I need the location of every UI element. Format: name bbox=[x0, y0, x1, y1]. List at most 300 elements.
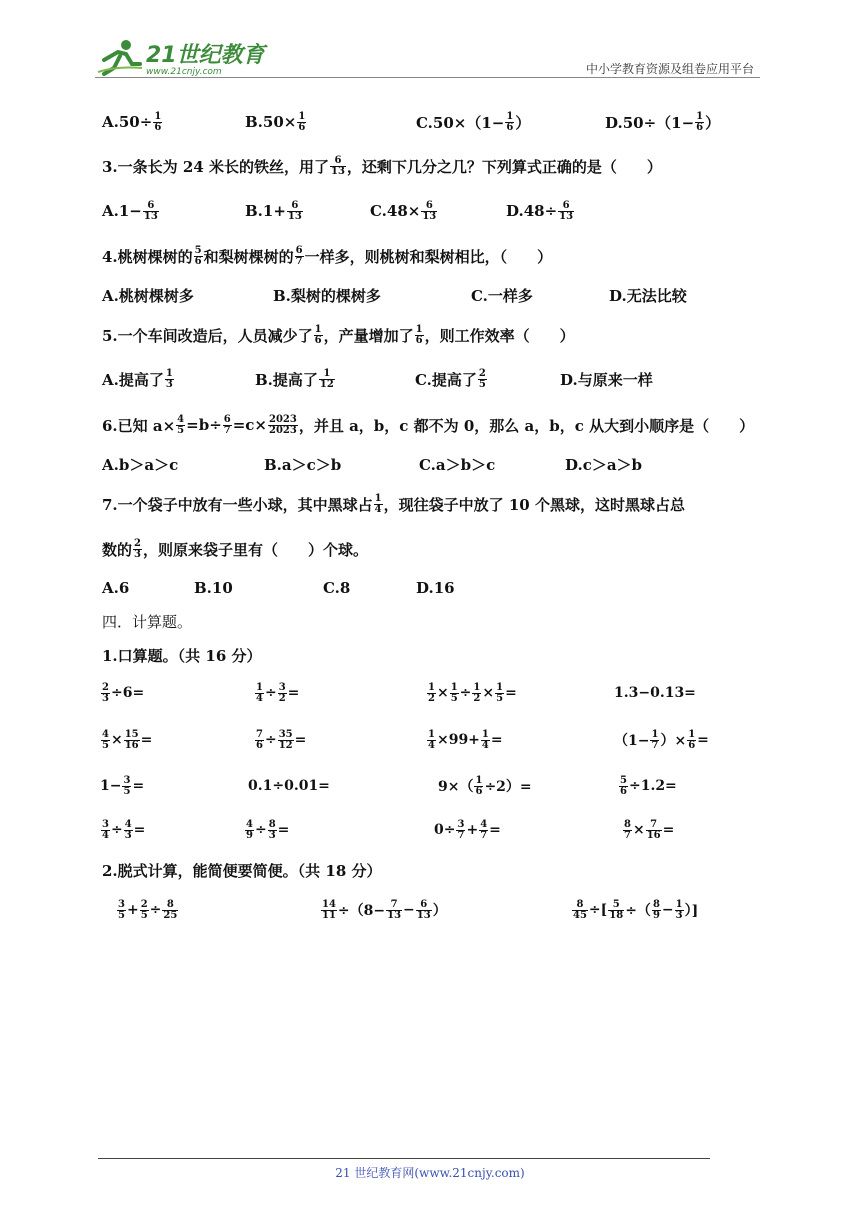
fraction-denominator: 13 bbox=[387, 909, 402, 921]
fraction-denominator: 11 bbox=[322, 909, 336, 921]
fraction-numerator: 6 bbox=[420, 898, 428, 910]
footer-divider bbox=[98, 1158, 710, 1159]
text-run: 9×（ bbox=[438, 779, 474, 795]
fraction-numerator: 6 bbox=[223, 413, 231, 425]
text-run: 和梨树棵树的 bbox=[203, 247, 294, 266]
fraction bbox=[505, 112, 514, 133]
q6-option-a bbox=[102, 446, 178, 482]
fraction bbox=[386, 900, 402, 921]
fraction bbox=[695, 112, 704, 133]
oral-item bbox=[438, 766, 532, 806]
text-run: ÷1.2= bbox=[628, 778, 677, 794]
fraction bbox=[101, 730, 110, 751]
fraction-numerator: 1 bbox=[473, 681, 481, 693]
fraction bbox=[415, 325, 424, 346]
fraction-denominator: 12 bbox=[278, 739, 293, 751]
text-run: D.无法比较 bbox=[609, 286, 687, 305]
text-run: C.a＞b＞c bbox=[419, 455, 496, 474]
fraction bbox=[287, 201, 303, 222]
fraction bbox=[124, 730, 140, 751]
text-run: + bbox=[466, 822, 479, 838]
fraction bbox=[608, 900, 624, 921]
runner-logo-icon bbox=[96, 38, 144, 78]
header-divider bbox=[95, 77, 760, 78]
fraction bbox=[278, 730, 294, 751]
fraction-numerator: 1 bbox=[651, 728, 659, 740]
text-run: 0÷ bbox=[434, 822, 456, 838]
text-run: B.a＞c＞b bbox=[264, 455, 342, 474]
fraction-numerator: 1 bbox=[496, 681, 504, 693]
fraction bbox=[278, 683, 287, 704]
fraction bbox=[652, 900, 661, 921]
fraction-numerator: 14 bbox=[322, 898, 336, 910]
fraction-numerator: 1 bbox=[506, 110, 514, 122]
text-run: ，则工作效率（ ） bbox=[424, 326, 575, 345]
fraction-denominator: 5 bbox=[478, 378, 486, 390]
fraction-numerator: 1 bbox=[323, 367, 331, 379]
fraction-denominator: 4 bbox=[481, 739, 489, 751]
text-run: ，现往袋子中放了 10 个黑球，这时黑球占总 bbox=[383, 495, 685, 514]
text-run: D.16 bbox=[416, 579, 455, 597]
text-run: 1− bbox=[100, 778, 122, 794]
fraction-numerator: 2 bbox=[102, 681, 109, 693]
fraction bbox=[558, 201, 574, 222]
text-run: ÷（8− bbox=[337, 903, 386, 919]
q7-option-c bbox=[323, 570, 350, 606]
fraction bbox=[478, 369, 487, 390]
fraction-denominator: 7 bbox=[295, 255, 303, 267]
text-run: 数的 bbox=[102, 540, 133, 559]
text-run: A.50÷ bbox=[102, 113, 153, 131]
text-run: ÷ bbox=[149, 902, 162, 918]
fraction bbox=[255, 730, 264, 751]
text-run: = bbox=[140, 732, 153, 748]
oral-item bbox=[614, 720, 709, 760]
fraction-denominator: 6 bbox=[696, 121, 704, 133]
text-run: − bbox=[661, 902, 674, 918]
fraction-numerator: 5 bbox=[620, 774, 627, 786]
text-run: B.1+ bbox=[245, 202, 286, 220]
fraction bbox=[479, 820, 488, 841]
fraction-numerator: 1 bbox=[475, 774, 483, 786]
text-run: = bbox=[505, 685, 517, 701]
fraction-denominator: 7 bbox=[651, 739, 659, 751]
fraction-numerator: 1 bbox=[154, 110, 162, 122]
text-run: × bbox=[110, 732, 123, 748]
fraction-numerator: 1 bbox=[415, 323, 423, 335]
footer-text: 21 世纪教育网(www.21cnjy.com) bbox=[335, 1166, 525, 1180]
oral-item bbox=[100, 720, 152, 760]
fraction bbox=[646, 820, 662, 841]
fraction bbox=[162, 900, 178, 921]
fraction bbox=[140, 900, 149, 921]
fraction-numerator: 4 bbox=[177, 413, 185, 425]
fraction-numerator: 5 bbox=[612, 898, 620, 910]
fraction bbox=[456, 820, 465, 841]
fraction-denominator: 9 bbox=[246, 829, 253, 841]
text-run: 1.3−0.13= bbox=[614, 685, 696, 701]
text-run: ）× bbox=[660, 733, 687, 749]
q6-option-d bbox=[565, 446, 642, 482]
fraction bbox=[650, 730, 659, 751]
text-run: × bbox=[482, 685, 495, 701]
text-run: ÷2）= bbox=[484, 779, 532, 795]
text-run: D.c＞a＞b bbox=[565, 455, 643, 474]
text-run: （1− bbox=[614, 733, 650, 749]
text-run: ÷[ bbox=[588, 902, 608, 918]
calc-item bbox=[320, 890, 447, 930]
text-run: ，还剩下几分之几？下列算式正确的是（ ） bbox=[346, 157, 662, 176]
sub-1-title: 1.口算题。（共 16 分） bbox=[102, 647, 262, 665]
fraction-numerator: 1 bbox=[374, 492, 382, 504]
fraction-numerator: 6 bbox=[425, 199, 433, 211]
sub-2-title: 2.脱式计算，能简便要简便。（共 18 分） bbox=[102, 862, 382, 880]
text-run: 5.一个车间改造后，人员减少了 bbox=[102, 326, 313, 345]
fraction-numerator: 2 bbox=[478, 367, 486, 379]
fraction-denominator: 6 bbox=[298, 121, 306, 133]
fraction-numerator: 1 bbox=[450, 681, 458, 693]
question-7-line-1 bbox=[102, 484, 685, 524]
text-run: × bbox=[436, 685, 449, 701]
fraction-numerator: 3 bbox=[457, 818, 465, 830]
fraction bbox=[481, 730, 490, 751]
q3-option-c bbox=[370, 193, 438, 229]
text-run: = bbox=[662, 822, 675, 838]
q4-option-d bbox=[609, 277, 687, 313]
fraction-denominator: 16 bbox=[646, 829, 661, 841]
text-run: ，产量增加了 bbox=[323, 326, 414, 345]
fraction-denominator: 6 bbox=[154, 121, 162, 133]
fraction-denominator: 7 bbox=[480, 829, 488, 841]
logo-url: www.21cnjy.com bbox=[146, 67, 222, 78]
text-run: ） bbox=[515, 113, 531, 132]
text-run: 4.桃树棵树的 bbox=[102, 247, 193, 266]
fraction bbox=[117, 900, 126, 921]
text-run: B.50× bbox=[245, 113, 297, 131]
fraction bbox=[268, 415, 298, 436]
question-3 bbox=[102, 146, 662, 186]
q3-option-a bbox=[102, 193, 160, 229]
fraction-denominator: 9 bbox=[652, 909, 660, 921]
fraction bbox=[421, 201, 437, 222]
fraction-numerator: 15 bbox=[124, 728, 139, 740]
text-run: D.与原来一样 bbox=[560, 370, 653, 389]
fraction-numerator: 3 bbox=[278, 681, 286, 693]
fraction-numerator: 6 bbox=[291, 199, 299, 211]
fraction-numerator: 6 bbox=[562, 199, 570, 211]
oral-item bbox=[100, 810, 145, 850]
fraction-denominator: 13 bbox=[422, 210, 437, 222]
fraction bbox=[165, 369, 174, 390]
q4-option-a bbox=[102, 277, 194, 313]
text-run: 7.一个袋子中放有一些小球，其中黑球占 bbox=[102, 495, 373, 514]
text-run: C.8 bbox=[323, 579, 351, 597]
question-4 bbox=[102, 236, 552, 276]
fraction-numerator: 1 bbox=[165, 367, 173, 379]
fraction-denominator: 3 bbox=[102, 692, 109, 704]
fraction-numerator: 1 bbox=[688, 728, 696, 740]
text-run: A.提高了 bbox=[102, 370, 164, 389]
fraction-denominator: 18 bbox=[609, 909, 624, 921]
fraction bbox=[101, 683, 110, 704]
fraction-denominator: 5 bbox=[118, 909, 125, 921]
text-run: ÷ bbox=[254, 822, 267, 838]
q4-option-c bbox=[471, 277, 533, 313]
fraction-numerator: 3 bbox=[102, 818, 109, 830]
oral-item bbox=[622, 810, 674, 850]
fraction-denominator: 13 bbox=[416, 909, 431, 921]
fraction bbox=[427, 730, 436, 751]
fraction-denominator: 6 bbox=[688, 739, 696, 751]
text-run: − bbox=[403, 902, 415, 918]
fraction-denominator: 13 bbox=[330, 165, 345, 177]
text-run: ） bbox=[432, 903, 447, 919]
fraction-denominator: 5 bbox=[123, 785, 131, 797]
text-run: D.50÷（1− bbox=[605, 113, 695, 132]
fraction-denominator: 3 bbox=[134, 548, 141, 560]
text-run: 一样多，则桃树和梨树相比，（ ） bbox=[304, 247, 553, 266]
q5-option-d bbox=[560, 361, 653, 397]
q7-option-a bbox=[102, 570, 129, 606]
fraction-numerator: 1 bbox=[696, 110, 704, 122]
text-run: C.50×（1− bbox=[416, 113, 505, 132]
fraction bbox=[416, 900, 432, 921]
text-run: ÷ bbox=[110, 822, 123, 838]
fraction-denominator: 2 bbox=[428, 692, 435, 704]
fraction-numerator: 1 bbox=[675, 898, 683, 910]
fraction bbox=[623, 820, 632, 841]
fraction-denominator: 13 bbox=[287, 210, 302, 222]
logo-title: 21世纪教育 bbox=[146, 43, 265, 69]
fraction bbox=[268, 820, 277, 841]
fraction bbox=[495, 683, 504, 704]
fraction-numerator: 1 bbox=[428, 681, 435, 693]
fraction-denominator: 4 bbox=[428, 739, 435, 751]
fraction-numerator: 7 bbox=[390, 898, 398, 910]
fraction-denominator: 6 bbox=[620, 785, 627, 797]
fraction-denominator: 16 bbox=[124, 739, 139, 751]
header-tagline: 中小学教育资源及组卷应用平台 bbox=[585, 62, 754, 76]
fraction-numerator: 4 bbox=[102, 728, 109, 740]
fraction bbox=[319, 369, 335, 390]
fraction-denominator: 7 bbox=[457, 829, 465, 841]
text-run: C.提高了 bbox=[415, 370, 477, 389]
fraction bbox=[133, 539, 142, 560]
text-run: × bbox=[632, 822, 645, 838]
fraction-denominator: 2 bbox=[473, 692, 481, 704]
fraction bbox=[124, 820, 133, 841]
q7-option-d bbox=[416, 570, 455, 606]
fraction bbox=[427, 683, 436, 704]
fraction bbox=[122, 776, 131, 797]
text-run: ÷6= bbox=[110, 685, 145, 701]
text-run: ） bbox=[705, 113, 721, 132]
q6-option-b bbox=[264, 446, 341, 482]
q3-option-d bbox=[506, 193, 575, 229]
text-run: ×99+ bbox=[436, 732, 480, 748]
fraction-denominator: 4 bbox=[256, 692, 263, 704]
fraction bbox=[295, 246, 304, 267]
fraction-numerator: 2 bbox=[140, 898, 148, 910]
fraction-numerator: 3 bbox=[123, 774, 131, 786]
text-run: C.一样多 bbox=[471, 286, 533, 305]
oral-item bbox=[100, 673, 144, 713]
q2-option-b bbox=[245, 104, 307, 140]
fraction-denominator: 2023 bbox=[269, 424, 297, 436]
q7-option-b bbox=[194, 570, 233, 606]
oral-item bbox=[434, 810, 501, 850]
text-run: = bbox=[697, 732, 709, 748]
oral-item bbox=[254, 673, 299, 713]
fraction bbox=[330, 156, 346, 177]
fraction-numerator: 8 bbox=[652, 898, 660, 910]
fraction-denominator: 3 bbox=[268, 829, 276, 841]
fraction-numerator: 5 bbox=[194, 244, 202, 256]
fraction bbox=[297, 112, 306, 133]
text-run: = bbox=[133, 822, 146, 838]
text-run: 6.已知 a× bbox=[102, 416, 176, 435]
fraction-numerator: 8 bbox=[268, 818, 276, 830]
text-run: = bbox=[277, 822, 290, 838]
fraction-numerator: 1 bbox=[481, 728, 489, 740]
text-run: ÷ bbox=[459, 685, 472, 701]
fraction-denominator: 5 bbox=[450, 692, 458, 704]
fraction-denominator: 5 bbox=[102, 739, 109, 751]
text-run: A.b＞a＞c bbox=[102, 455, 179, 474]
text-run: = bbox=[489, 822, 501, 838]
q5-option-c bbox=[415, 361, 488, 397]
fraction bbox=[321, 900, 337, 921]
fraction-denominator: 6 bbox=[475, 785, 483, 797]
fraction-numerator: 8 bbox=[576, 898, 584, 910]
question-6 bbox=[102, 405, 754, 445]
q2-option-d bbox=[605, 104, 720, 140]
fraction-numerator: 7 bbox=[650, 818, 658, 830]
text-run: A.1− bbox=[102, 202, 142, 220]
fraction-numerator: 6 bbox=[334, 154, 342, 166]
q5-option-a bbox=[102, 361, 175, 397]
fraction bbox=[474, 776, 483, 797]
fraction-denominator: 13 bbox=[559, 210, 574, 222]
text-run: A.6 bbox=[102, 579, 130, 597]
fraction bbox=[687, 730, 696, 751]
fraction-numerator: 6 bbox=[295, 244, 303, 256]
text-run: ÷（ bbox=[625, 903, 651, 919]
fraction bbox=[374, 494, 383, 515]
fraction-numerator: 8 bbox=[166, 898, 174, 910]
fraction bbox=[223, 415, 232, 436]
fraction-numerator: 7 bbox=[256, 728, 263, 740]
fraction bbox=[176, 415, 185, 436]
text-run: B.梨树的棵树多 bbox=[273, 286, 381, 305]
fraction-numerator: 4 bbox=[480, 818, 488, 830]
fraction-denominator: 25 bbox=[163, 909, 178, 921]
fraction-numerator: 1 bbox=[298, 110, 306, 122]
oral-item bbox=[426, 673, 517, 713]
fraction-denominator: 5 bbox=[177, 424, 185, 436]
oral-item bbox=[244, 810, 289, 850]
fraction-numerator: 4 bbox=[124, 818, 132, 830]
text-run: B.10 bbox=[194, 579, 233, 597]
question-5 bbox=[102, 315, 575, 355]
fraction-denominator: 5 bbox=[140, 909, 148, 921]
fraction bbox=[143, 201, 159, 222]
fraction-denominator: 7 bbox=[624, 829, 631, 841]
fraction-denominator: 12 bbox=[319, 378, 334, 390]
fraction bbox=[194, 246, 203, 267]
fraction-denominator: 5 bbox=[496, 692, 504, 704]
fraction-denominator: 4 bbox=[102, 829, 109, 841]
q4-option-b bbox=[273, 277, 381, 313]
fraction-numerator: 1 bbox=[256, 681, 263, 693]
fraction bbox=[675, 900, 684, 921]
fraction-numerator: 1 bbox=[428, 728, 435, 740]
fraction bbox=[153, 112, 162, 133]
fraction-denominator: 6 bbox=[314, 334, 322, 346]
fraction-denominator: 6 bbox=[194, 255, 202, 267]
fraction-denominator: 3 bbox=[165, 378, 173, 390]
text-run: A.桃树棵树多 bbox=[102, 286, 194, 305]
fraction-denominator: 6 bbox=[256, 739, 263, 751]
oral-item bbox=[248, 766, 330, 806]
calc-item bbox=[116, 890, 179, 930]
fraction bbox=[101, 820, 110, 841]
fraction-numerator: 8 bbox=[624, 818, 631, 830]
q3-option-b bbox=[245, 193, 304, 229]
text-run: = bbox=[132, 778, 145, 794]
fraction-denominator: 3 bbox=[675, 909, 683, 921]
q2-option-a bbox=[102, 104, 163, 140]
q5-option-b bbox=[255, 361, 336, 397]
text-run: ，并且 a，b，c 都不为 0，那么 a，b，c 从大到小顺序是（ ） bbox=[298, 416, 755, 435]
fraction bbox=[450, 683, 459, 704]
text-run: 0.1÷0.01= bbox=[248, 778, 330, 794]
fraction-numerator: 1 bbox=[314, 323, 322, 335]
fraction bbox=[255, 683, 264, 704]
fraction-numerator: 3 bbox=[118, 898, 125, 910]
fraction bbox=[245, 820, 254, 841]
text-run: = bbox=[287, 685, 300, 701]
text-run: + bbox=[126, 902, 139, 918]
oral-item bbox=[254, 720, 306, 760]
q2-option-c bbox=[416, 104, 530, 140]
oral-item bbox=[426, 720, 503, 760]
oral-item bbox=[100, 766, 144, 806]
text-run: 3.一条长为 24 米长的铁丝，用了 bbox=[102, 157, 329, 176]
text-run: ÷ bbox=[264, 685, 277, 701]
fraction bbox=[572, 900, 588, 921]
text-run: ，则原来袋子里有（ ）个球。 bbox=[142, 540, 368, 559]
fraction-numerator: 2 bbox=[134, 537, 141, 549]
fraction-denominator: 7 bbox=[223, 424, 231, 436]
fraction-denominator: 13 bbox=[143, 210, 158, 222]
fraction bbox=[314, 325, 323, 346]
fraction-denominator: 3 bbox=[124, 829, 132, 841]
fraction-numerator: 2023 bbox=[269, 413, 297, 425]
fraction-numerator: 4 bbox=[246, 818, 253, 830]
text-run: B.提高了 bbox=[255, 370, 318, 389]
text-run: =b÷ bbox=[186, 416, 222, 434]
fraction bbox=[619, 776, 628, 797]
fraction-denominator: 6 bbox=[415, 334, 423, 346]
oral-item bbox=[614, 673, 696, 713]
fraction-denominator: 45 bbox=[573, 909, 587, 921]
text-run: = bbox=[294, 732, 307, 748]
fraction-denominator: 4 bbox=[374, 503, 382, 515]
text-run: = bbox=[490, 732, 503, 748]
oral-item bbox=[618, 766, 677, 806]
text-run: C.48× bbox=[370, 202, 421, 220]
